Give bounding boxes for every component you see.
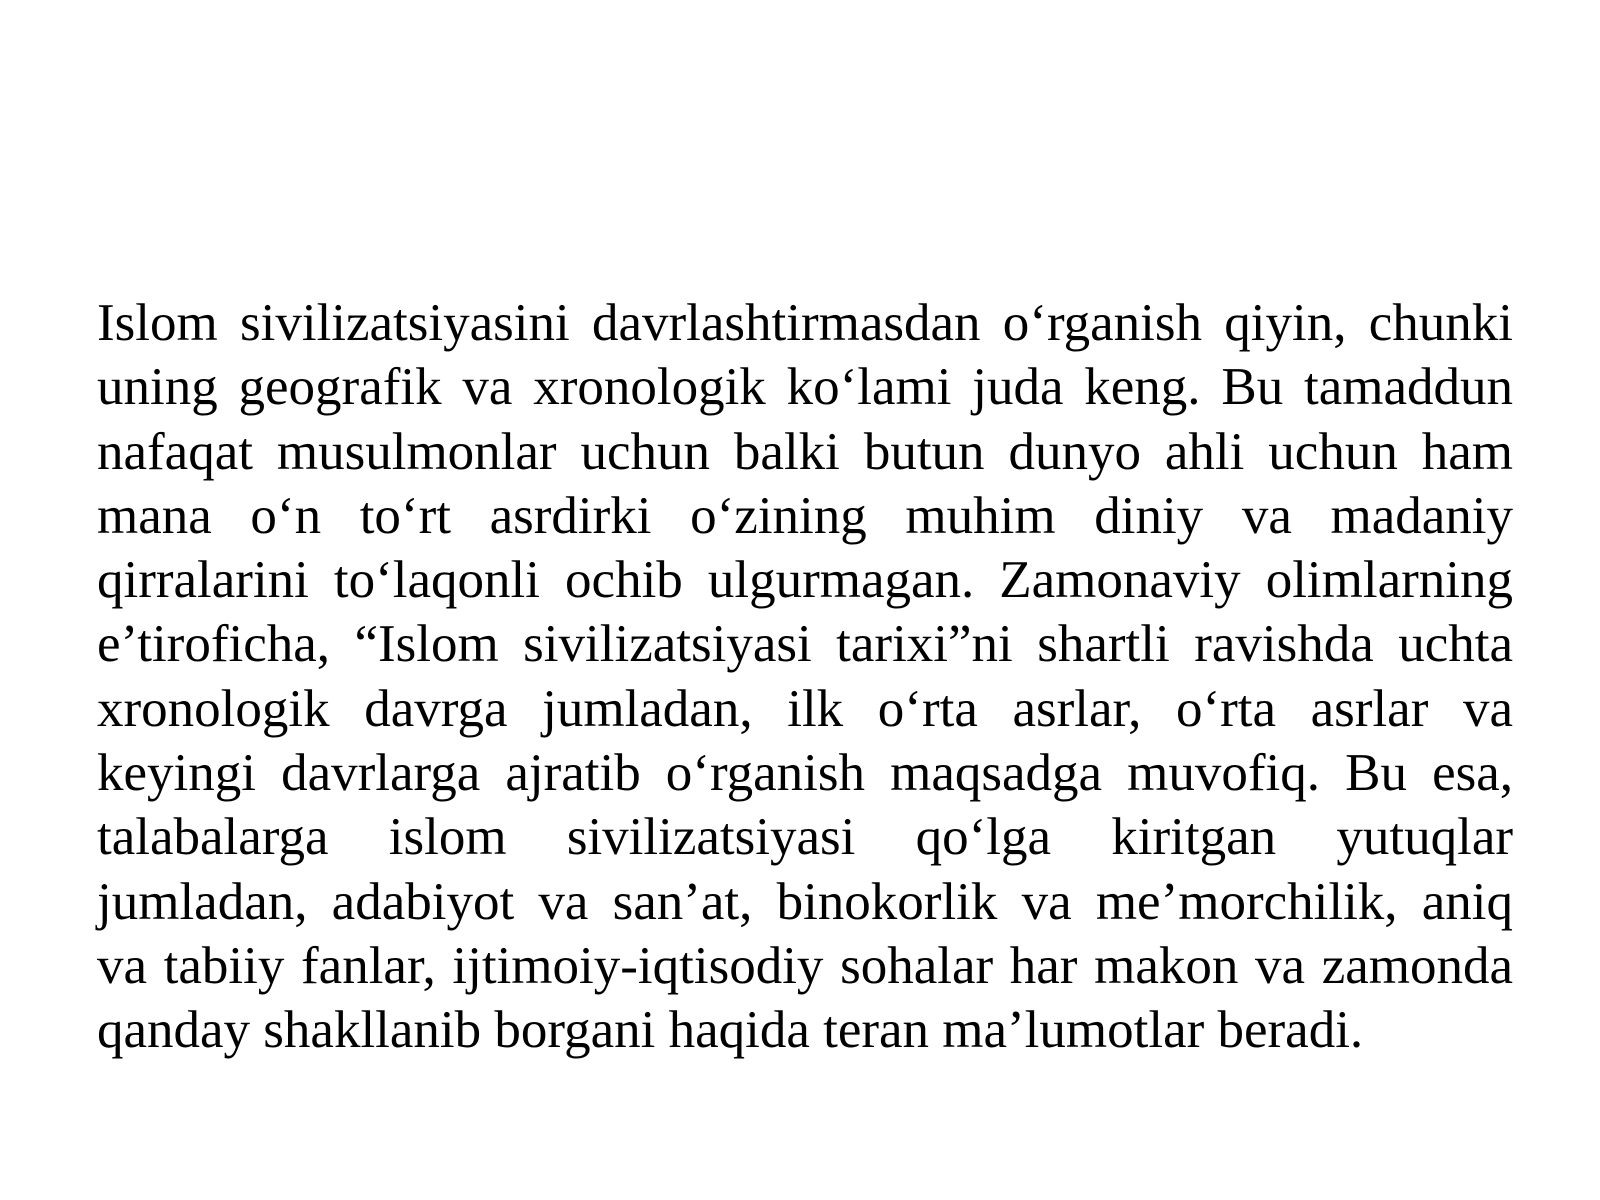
paragraph-line: e’tiroficha, “Islom sivilizatsiyasi tarixi”ni shartli ravishda uchta [97,615,1513,674]
paragraph-line: qirralarini to‘laqonli ochib ulgurmagan. Zamonaviy olimlarning [97,551,1513,610]
paragraph-line: talabalarga islom sivilizatsiyasi qo‘lga kiritgan yutuqlar [97,808,1513,867]
paragraph-line: jumladan, adabiyot va san’at, binokorlik va me’morchilik, aniq [97,872,1513,931]
paragraph-line: xronologik davrga jumladan, ilk o‘rta asrlar, o‘rta asrlar va [97,679,1513,738]
paragraph-line: uning geografik va xronologik ko‘lami juda keng. Bu tamaddun [97,358,1513,417]
body-text-box [97,291,1513,1063]
paragraph-line: nafaqat musulmonlar uchun balki butun dunyo ahli uchun ham [97,422,1513,481]
paragraph-line: Islom sivilizatsiyasini davrlashtirmasdan o‘rganish qiyin, chunki [97,294,1513,352]
paragraph-line: va tabiiy fanlar, ijtimoiy-iqtisodiy sohalar har makon va zamonda [97,936,1513,995]
paragraph-line: mana o‘n to‘rt asrdirki o‘zining muhim diniy va madaniy [97,486,1513,545]
body-paragraph [97,291,1513,1063]
paragraph-line: keyingi davrlarga ajratib o‘rganish maqsadga muvofiq. Bu esa, [97,744,1513,803]
paragraph-line-last: qanday shakllanib borgani haqida teran ma’lumotlar beradi. [97,1001,1364,1060]
